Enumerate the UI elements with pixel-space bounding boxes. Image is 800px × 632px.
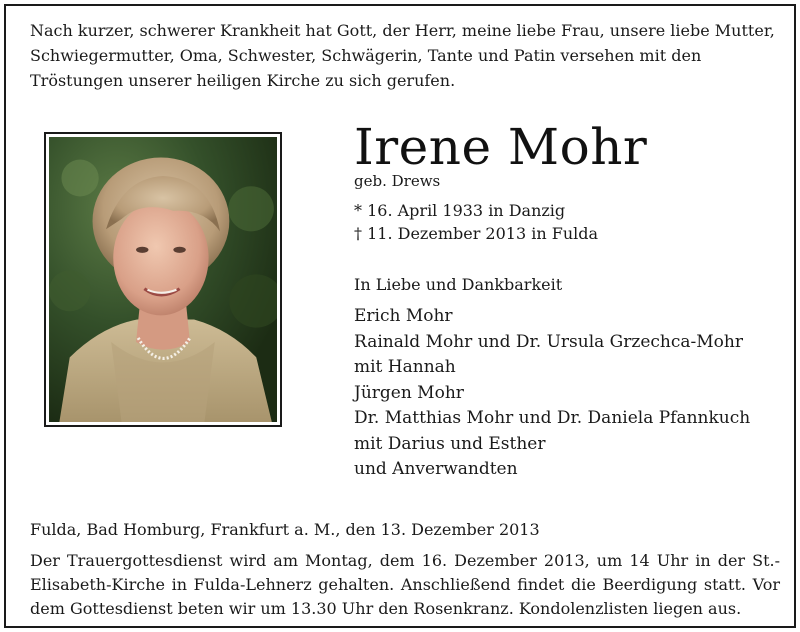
death-date: † 11. Dezember 2013 in Fulda	[354, 224, 599, 243]
family-member: Rainald Mohr und Dr. Ursula Grzechca-Mohr	[354, 331, 743, 352]
service-announcement: Der Trauergottesdienst wird am Montag, dem 16. Dezember 2013, um 14 Uhr in der St.-Elisabeth-Kirche in Fulda-Lehnerz gehalten. Anschließend findet die Beerdigung statt. Vor dem Gottesdienst beten wir um 13.30 Uhr den Rosenkranz. Kondolenzlisten liegen aus.	[30, 551, 780, 618]
maiden-name: geb. Drews	[354, 172, 441, 190]
obituary-frame	[4, 4, 796, 628]
portrait-photo	[49, 137, 277, 422]
family-member: und Anverwandten	[354, 459, 518, 479]
family-member: Jürgen Mohr	[354, 382, 464, 403]
intro-text: Nach kurzer, schwerer Krankheit hat Gott, der Herr, meine liebe Frau, unsere liebe Mutter, Schwiegermutter, Oma, Schwester, Schwägerin, Tante und Patin versehen mit den Tröstungen unserer heiligen Kirche zu sich gerufen.	[30, 21, 775, 90]
place-and-date: Fulda, Bad Homburg, Frankfurt a. M., den 13. Dezember 2013	[30, 520, 540, 539]
portrait-illustration	[49, 137, 277, 422]
family-member: mit Darius und Esther	[354, 433, 546, 454]
deceased-name: Irene Mohr	[354, 118, 648, 176]
family-member: mit Hannah	[354, 357, 456, 377]
dedication: In Liebe und Dankbarkeit	[354, 275, 563, 294]
portrait-photo-frame	[44, 132, 282, 427]
family-list	[354, 304, 750, 483]
life-dates	[354, 199, 598, 245]
family-member: Erich Mohr	[354, 306, 453, 326]
family-member: Dr. Matthias Mohr und Dr. Daniela Pfannkuch	[354, 408, 751, 428]
birth-date: * 16. April 1933 in Danzig	[354, 201, 566, 220]
